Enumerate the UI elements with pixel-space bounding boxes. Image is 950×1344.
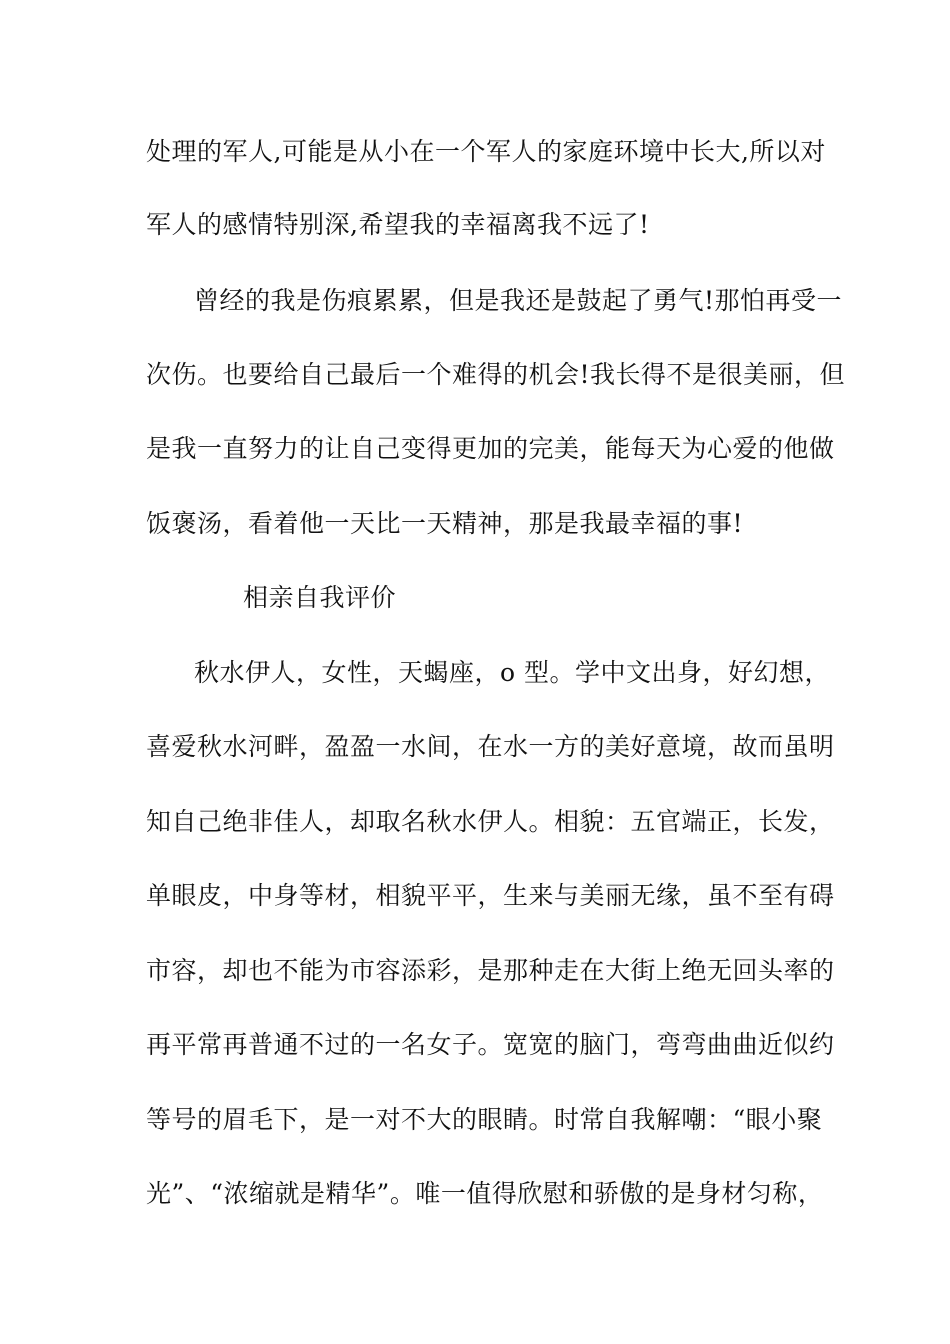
text-line: 再平常再普通不过的一名女子。宽宽的脑门，弯弯曲曲近似约: [146, 1030, 835, 1059]
text-line: 知自己绝非佳人，却取名秋水伊人。相貌：五官端正，长发，: [146, 807, 835, 836]
text-line: 光”、“浓缩就是精华”。唯一值得欣慰和骄傲的是身材匀称，: [146, 1179, 824, 1208]
paragraph-start-line: 秋水伊人，女性，天蝎座，o 型。学中文出身，好幻想，: [194, 658, 831, 687]
text-line: 等号的眉毛下，是一对不大的眼睛。时常自我解嘲：“眼小聚: [146, 1105, 823, 1134]
text-line: 处理的军人,可能是从小在一个军人的家庭环境中长大,所以对: [146, 137, 826, 166]
text-line: 次伤。也要给自己最后一个难得的机会!我长得不是很美丽，但: [146, 360, 846, 389]
text-line: 是我一直努力的让自己变得更加的完美，能每天为心爱的他做: [146, 434, 835, 463]
text-line: 喜爱秋水河畔，盈盈一水间，在水一方的美好意境，故而虽明: [146, 732, 835, 761]
text-line: 单眼皮，中身等材，相貌平平，生来与美丽无缘，虽不至有碍: [146, 881, 835, 910]
section-heading: 相亲自我评价: [243, 583, 397, 612]
text-line: 军人的感情特别深,希望我的幸福离我不远了!: [146, 210, 650, 239]
text-line: 市容，却也不能为市容添彩，是那种走在大街上绝无回头率的: [146, 956, 835, 985]
paragraph-start-line: 曾经的我是伤痕累累，但是我还是鼓起了勇气!那怕再受一: [194, 286, 843, 315]
text-line: 饭褒汤，看着他一天比一天精神，那是我最幸福的事!: [146, 509, 744, 538]
